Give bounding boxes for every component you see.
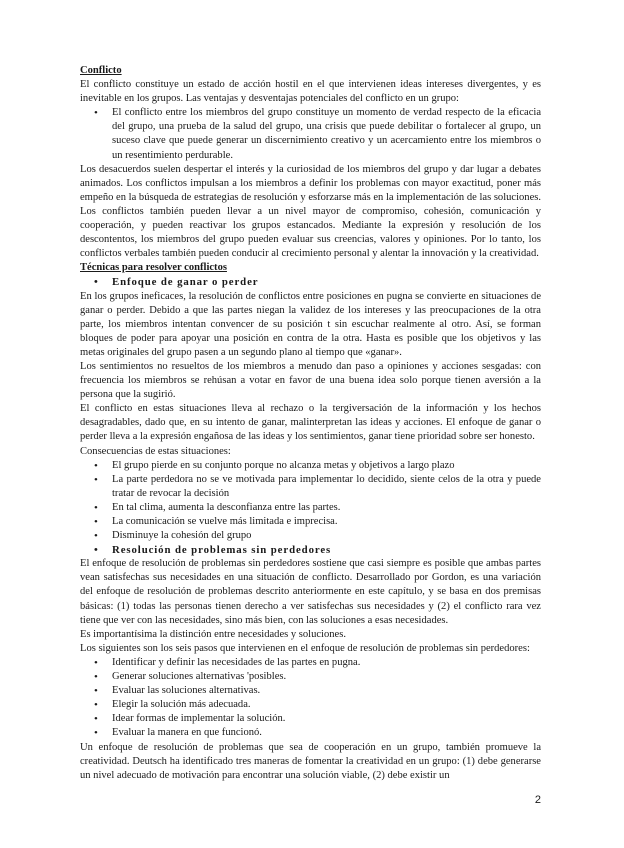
body-paragraph: En los grupos ineficaces, la resolución de conflictos entre posiciones en pugna se convierte en situaciones de ganar o perder. Debido a que las partes niegan la validez de los intereses y las preocupaciones de la otra parte, los miembros intentan convencer de su posición t sin escuchar realmente al otro. Así, se forman bloques de poder para apoyar una posición en contra de la otra. Hasta es posible que los objetivos y las metas originales del grupo pasen a un segundo plano al tiempo que «ganar». [80, 290, 541, 358]
body-paragraph: El enfoque de resolución de problemas sin perdedores sostiene que casi siempre es posible que ambas partes vean satisfechas sus necesidades en una situación de conflicto. Desarrollado por Gordon, es una variación del enfoque de resolución de problemas descrito anteriormente en este capítulo, y se basa en dos premisas básicas: (1) todas las personas tienen derecho a ver satisfechas sus necesidades y (2) el conflicto rara vez tiene que ver con las necesidades, sino más bien, con las soluciones a esas necesidades. [80, 558, 541, 626]
page-number: 2 [534, 794, 541, 806]
body-paragraph: Es importantísima la distinción entre necesidades y soluciones. [80, 628, 346, 640]
body-paragraph: Un enfoque de resolución de problemas que sea de cooperación en un grupo, también promueve la creatividad. Deutsch ha identificado tres maneras de fomentar la creatividad en un grupo: (1) debe generarse un nivel adecuado de motivación para encontrar una solución viable, (2) debe existir un [80, 741, 541, 781]
list-item: • Generar soluciones alternativas 'posibles. [80, 670, 541, 684]
list-item: • Disminuye la cohesión del grupo [80, 529, 541, 543]
conflict-bullet-list [80, 106, 541, 162]
intro-paragraph: El conflicto constituye un estado de acción hostil en el que intervienen ideas intereses divergentes, y es inevitable en los grupos. Las ventajas y desventajas potenciales del conflicto en un grupo: [80, 79, 541, 105]
list-item: • Evaluar las soluciones alternativas. [80, 684, 541, 698]
list-item: • El grupo pierde en su conjunto porque no alcanza metas y objetivos a largo plazo [80, 459, 541, 473]
list-item: • Evaluar la manera en que funcionó. [80, 726, 541, 740]
consequences-label: Consecuencias de estas situaciones: [80, 445, 231, 457]
list-item: • Identificar y definir las necesidades de las partes en pugna. [80, 656, 541, 670]
list-item: • Elegir la solución más adecuada. [80, 698, 541, 712]
list-item: • En tal clima, aumenta la desconfianza entre las partes. [80, 501, 541, 515]
list-item: • La comunicación se vuelve más limitada e imprecisa. [80, 515, 541, 529]
steps-label: Los siguientes son los seis pasos que intervienen en el enfoque de resolución de problemas sin perdedores: [80, 642, 530, 654]
body-paragraph: Los sentimientos no resueltos de los miembros a menudo dan paso a opiniones y acciones sesgadas: con frecuencia los miembros se rehúsan a votar en favor de una buena idea solo porque tienen aversión a la persona que la sugirió. [80, 360, 541, 401]
body-paragraph: Los desacuerdos suelen despertar el interés y la curiosidad de los miembros del grupo y dar lugar a debates animados. Los conflictos impulsan a los miembros a definir los problemas con mayor exactitud, poner más empeño en la búsqueda de estrategias de resolución y esforzarse más en la implementación de las soluciones. Los conflictos también pueden llevar a un nivel mayor de compromiso, cohesión, comunicación y cooperación, y pueden reactivar los grupos estancados. Mediante la expresión y resolución de los descontentos, los miembros del grupo pueden evaluar sus creencias, valores y opiniones. Por lo tanto, los conflictos verbales también pueden conducir al crecimiento personal y alentar la innovación y la creatividad. [80, 163, 541, 260]
section-heading-tecnicas: Técnicas para resolver conflictos [80, 262, 227, 274]
list-item: • La parte perdedora no se ve motivada para implementar lo decidido, siente celos de la otra y puede tratar de revocar la decisión [80, 473, 541, 501]
list-item: • Idear formas de implementar la solución. [80, 712, 541, 726]
subheading-sin-perdedores: • Resolución de problemas sin perdedores [80, 543, 541, 557]
list-item: • El conflicto entre los miembros del grupo constituye un momento de verdad respecto de la eficacia del grupo, una prueba de la salud del grupo, una crisis que puede debilitar o fortalecer al grupo, un suceso clave que puede generar un discernimiento creativo y un acercamiento entre los miembros o un resentimiento perdurable. [80, 106, 541, 162]
body-paragraph: El conflicto en estas situaciones lleva al rechazo o la tergiversación de la información y los hechos desagradables, dado que, en su intento de ganar, malinterpretan las ideas y acciones. El enfoque de ganar o perder lleva a la expresión engañosa de las ideas y los sentimientos, ganar tiene prioridad sobre ser honesto. [80, 403, 541, 443]
section-heading-conflicto: Conflicto [80, 65, 122, 76]
steps-list [80, 656, 541, 741]
subheading-ganar-perder: • Enfoque de ganar o perder [80, 275, 541, 289]
consequences-list [80, 459, 541, 544]
